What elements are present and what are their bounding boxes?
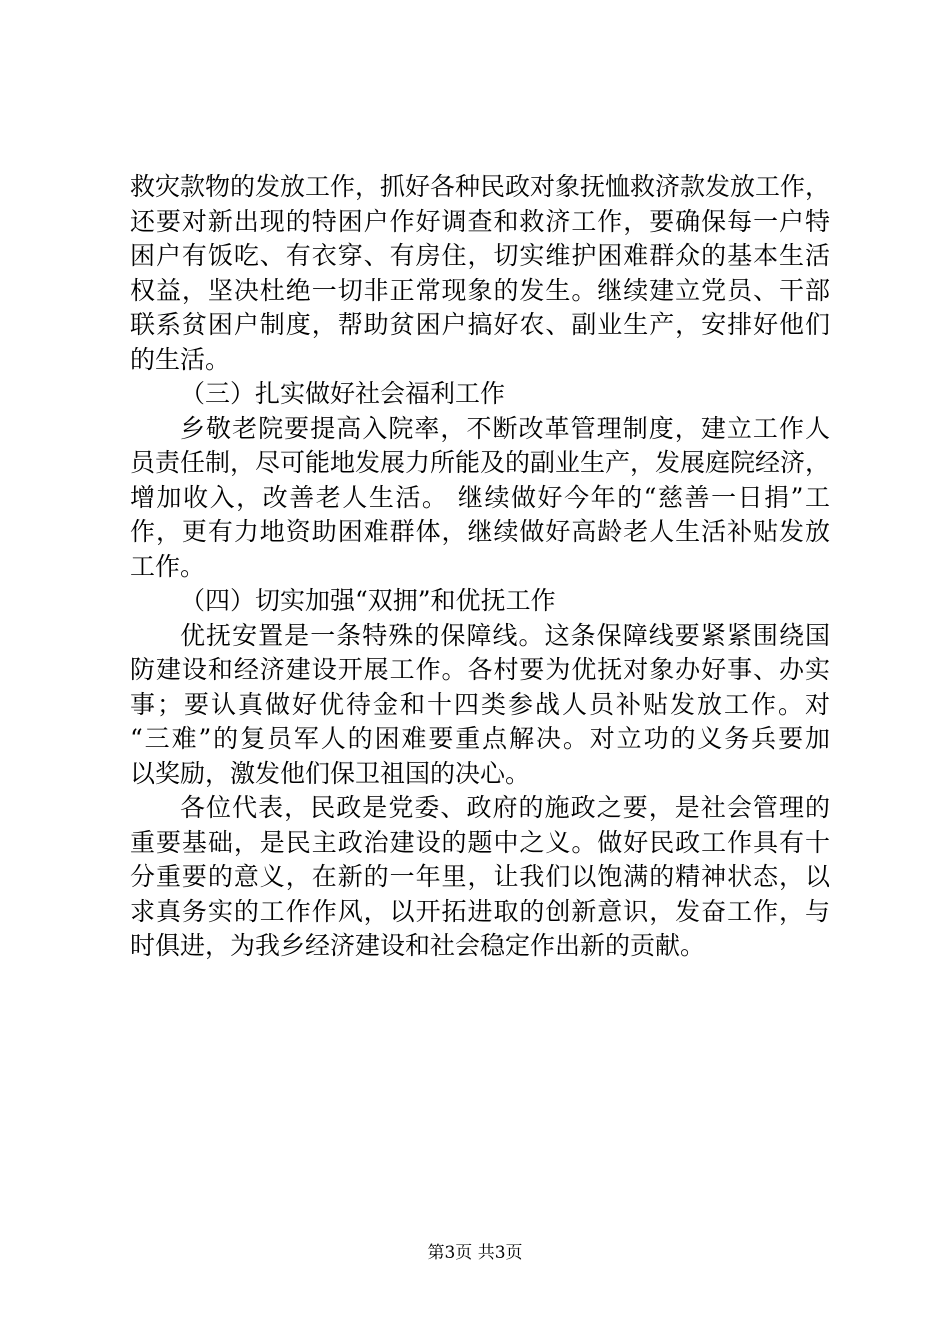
text-line: 困户有饭吃、有衣穿、有房住，切实维护困难群众的基本生活 <box>130 241 830 270</box>
text-line: 救灾款物的发放工作，抓好各种民政对象抚恤救济款发放工作， <box>130 172 830 201</box>
text-line: 作，更有力地资助困难群体，继续做好高龄老人生活补贴发放 <box>130 517 830 546</box>
text-line: 乡敬老院要提高入院率，不断改革管理制度，建立工作人 <box>180 413 830 443</box>
text-line: 的生活。 <box>130 344 231 374</box>
text-line: 优抚安置是一条特殊的保障线。这条保障线要紧紧围绕国 <box>180 620 830 650</box>
text-line: 重要基础，是民主政治建设的题中之义。做好民政工作具有十 <box>130 827 830 857</box>
text-line: 分重要的意义，在新的一年里，让我们以饱满的精神状态，以 <box>130 862 830 891</box>
body-text <box>130 170 830 964</box>
text-line: 员责任制，尽可能地发展力所能及的副业生产，发展庭院经济， <box>130 448 830 477</box>
text-line: “三难”的复员军人的困难要重点解决。对立功的义务兵要加 <box>130 724 830 753</box>
text-line: 时俱进，为我乡经济建设和社会稳定作出新的贡献。 <box>130 931 706 960</box>
text-line: 防建设和经济建设开展工作。各村要为优抚对象办好事、办实 <box>130 655 830 684</box>
text-line: 还要对新出现的特困户作好调查和救济工作，要确保每一户特 <box>130 206 830 236</box>
text-line: 求真务实的工作作风，以开拓进取的创新意识，发奋工作，与 <box>130 896 830 926</box>
text-line: 各位代表，民政是党委、政府的施政之要，是社会管理的 <box>180 793 830 822</box>
text-line: 增加收入，改善老人生活。 继续做好今年的“慈善一日捐”工 <box>130 482 830 512</box>
section-heading: （四）切实加强“双拥”和优抚工作 <box>180 586 556 615</box>
text-line: 联系贫困户制度，帮助贫困户搞好农、副业生产，安排好他们 <box>130 310 830 339</box>
text-line: 以奖励，激发他们保卫祖国的决心。 <box>130 758 531 788</box>
text-line: 事；要认真做好优待金和十四类参战人员补贴发放工作。对 <box>130 689 830 719</box>
section-heading: （三）扎实做好社会福利工作 <box>180 379 506 408</box>
text-line: 工作。 <box>130 551 206 581</box>
text-line: 权益，坚决杜绝一切非正常现象的发生。继续建立党员、干部 <box>130 275 830 305</box>
page-footer: 第3页 共3页 <box>427 1243 523 1263</box>
